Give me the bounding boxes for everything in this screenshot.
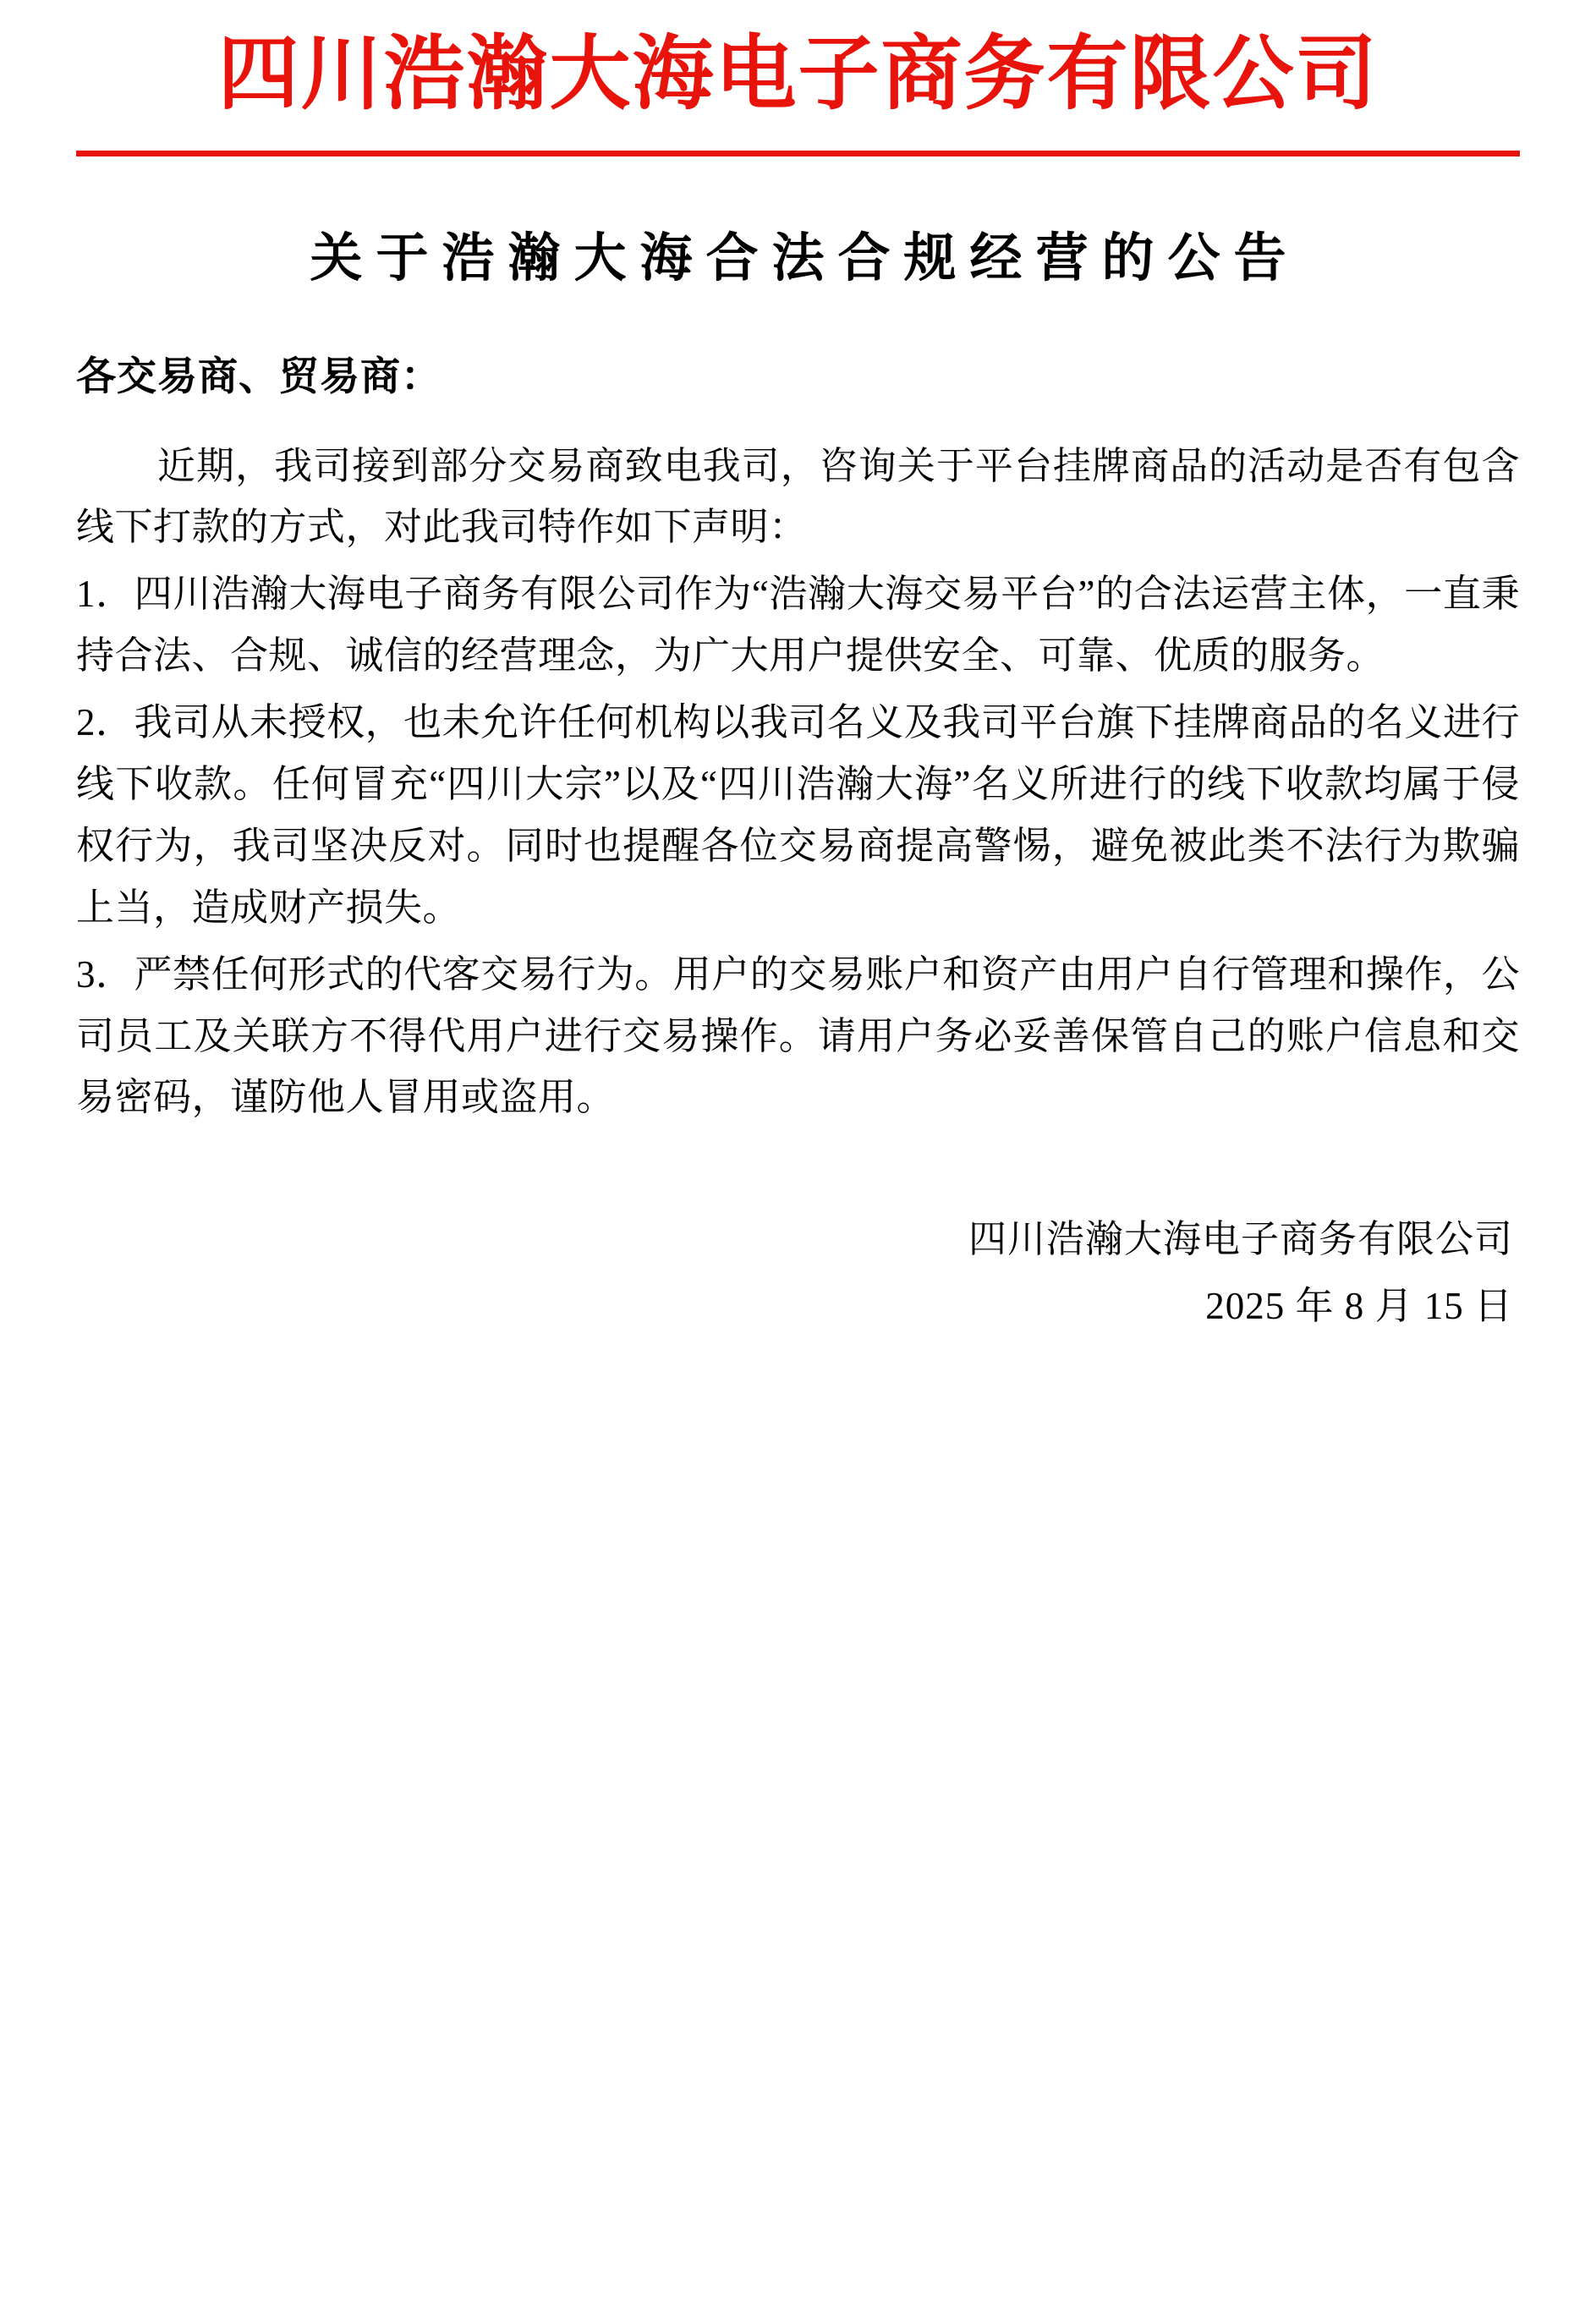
document-body [76,436,1520,1129]
letterhead-company-name: 四川浩瀚大海电子商务有限公司 [217,29,1379,119]
paragraph-intro: 近期，我司接到部分交易商致电我司，咨询关于平台挂牌商品的活动是否有包含线下打款的方式，对此我司特作如下声明： [76,444,1520,549]
letterhead-divider [76,151,1520,156]
salutation: 各交易商、贸易商： [76,353,442,398]
signature-date: 2025 年 8 月 15 日 [1205,1285,1513,1328]
page-title: 关于浩瀚大海合法合规经营的公告 [310,229,1300,288]
signature-company: 四川浩瀚大海电子商务有限公司 [968,1218,1513,1261]
paragraph-item-1: 1．四川浩瀚大海电子商务有限公司作为“浩瀚大海交易平台”的合法运营主体，一直秉持合法、合规、诚信的经营理念，为广大用户提供安全、可靠、优质的服务。 [76,573,1520,678]
paragraph-item-2: 2．我司从未授权，也未允许任何机构以我司名义及我司平台旗下挂牌商品的名义进行线下收款。任何冒充“四川大宗”以及“四川浩瀚大海”名义所进行的线下收款均属于侵权行为，我司坚决反对。同时也提醒各位交易商提高警惕，避免被此类不法行为欺骗上当，造成财产损失。 [76,701,1520,929]
paragraph-item-3: 3．严禁任何形式的代客交易行为。用户的交易账户和资产由用户自行管理和操作，公司员工及关联方不得代用户进行交易操作。请用户务必妥善保管自己的账户信息和交易密码，谨防他人冒用或盗用。 [76,952,1520,1119]
letterhead [76,0,1520,156]
signature-block [76,1206,1520,1340]
